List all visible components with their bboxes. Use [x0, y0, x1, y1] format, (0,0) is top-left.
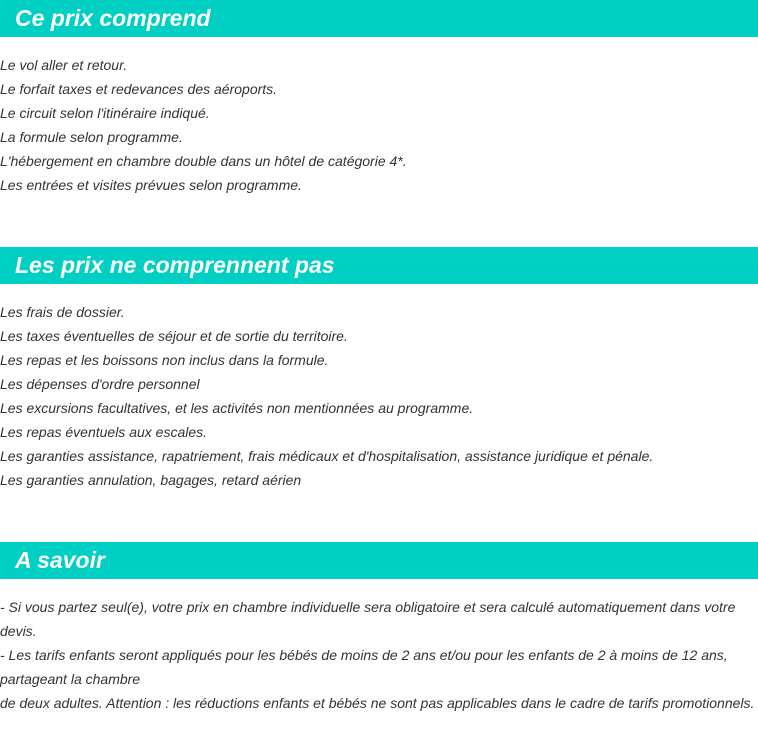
section-header-to-know: A savoir [0, 542, 758, 579]
list-item: L'hébergement en chambre double dans un hôtel de catégorie 4*. [0, 153, 407, 169]
list-item: Le vol aller et retour. [0, 57, 128, 73]
section-header-not-included: Les prix ne comprennent pas [0, 247, 758, 284]
list-item: Les repas et les boissons non inclus dans la formule. [0, 352, 329, 368]
info-paragraph-single-room: - Si vous partez seul(e), votre prix en chambre individuelle sera obligatoire et sera calculé automatiquement dans votre devis. [0, 599, 736, 639]
not-included-list [0, 300, 758, 492]
list-item: Les entrées et visites prévues selon programme. [0, 177, 302, 193]
info-paragraph-child-rates: - Les tarifs enfants seront appliqués pour les bébés de moins de 2 ans et/ou pour les enfants de 2 à moins de 12 ans, partageant la chambre [0, 647, 728, 687]
list-item: Les dépenses d'ordre personnel [0, 376, 200, 392]
info-paragraph-discount-note: de deux adultes. Attention : les réductions enfants et bébés ne sont pas applicables dans le cadre de tarifs promotionnels. [0, 695, 755, 711]
list-item: Les excursions facultatives, et les activités non mentionnées au programme. [0, 400, 474, 416]
list-item: Les taxes éventuelles de séjour et de sortie du territoire. [0, 328, 348, 344]
list-item: Les garanties assistance, rapatriement, frais médicaux et d'hospitalisation, assistance juridique et pénale. [0, 448, 654, 464]
list-item: Le forfait taxes et redevances des aéroports. [0, 81, 278, 97]
list-item: Le circuit selon l'itinéraire indiqué. [0, 105, 210, 121]
section-header-included: Ce prix comprend [0, 0, 758, 37]
included-list [0, 53, 758, 197]
list-item: Les frais de dossier. [0, 304, 125, 320]
list-item: Les garanties annulation, bagages, retard aérien [0, 472, 302, 488]
list-item: Les repas éventuels aux escales. [0, 424, 208, 440]
list-item: La formule selon programme. [0, 129, 183, 145]
